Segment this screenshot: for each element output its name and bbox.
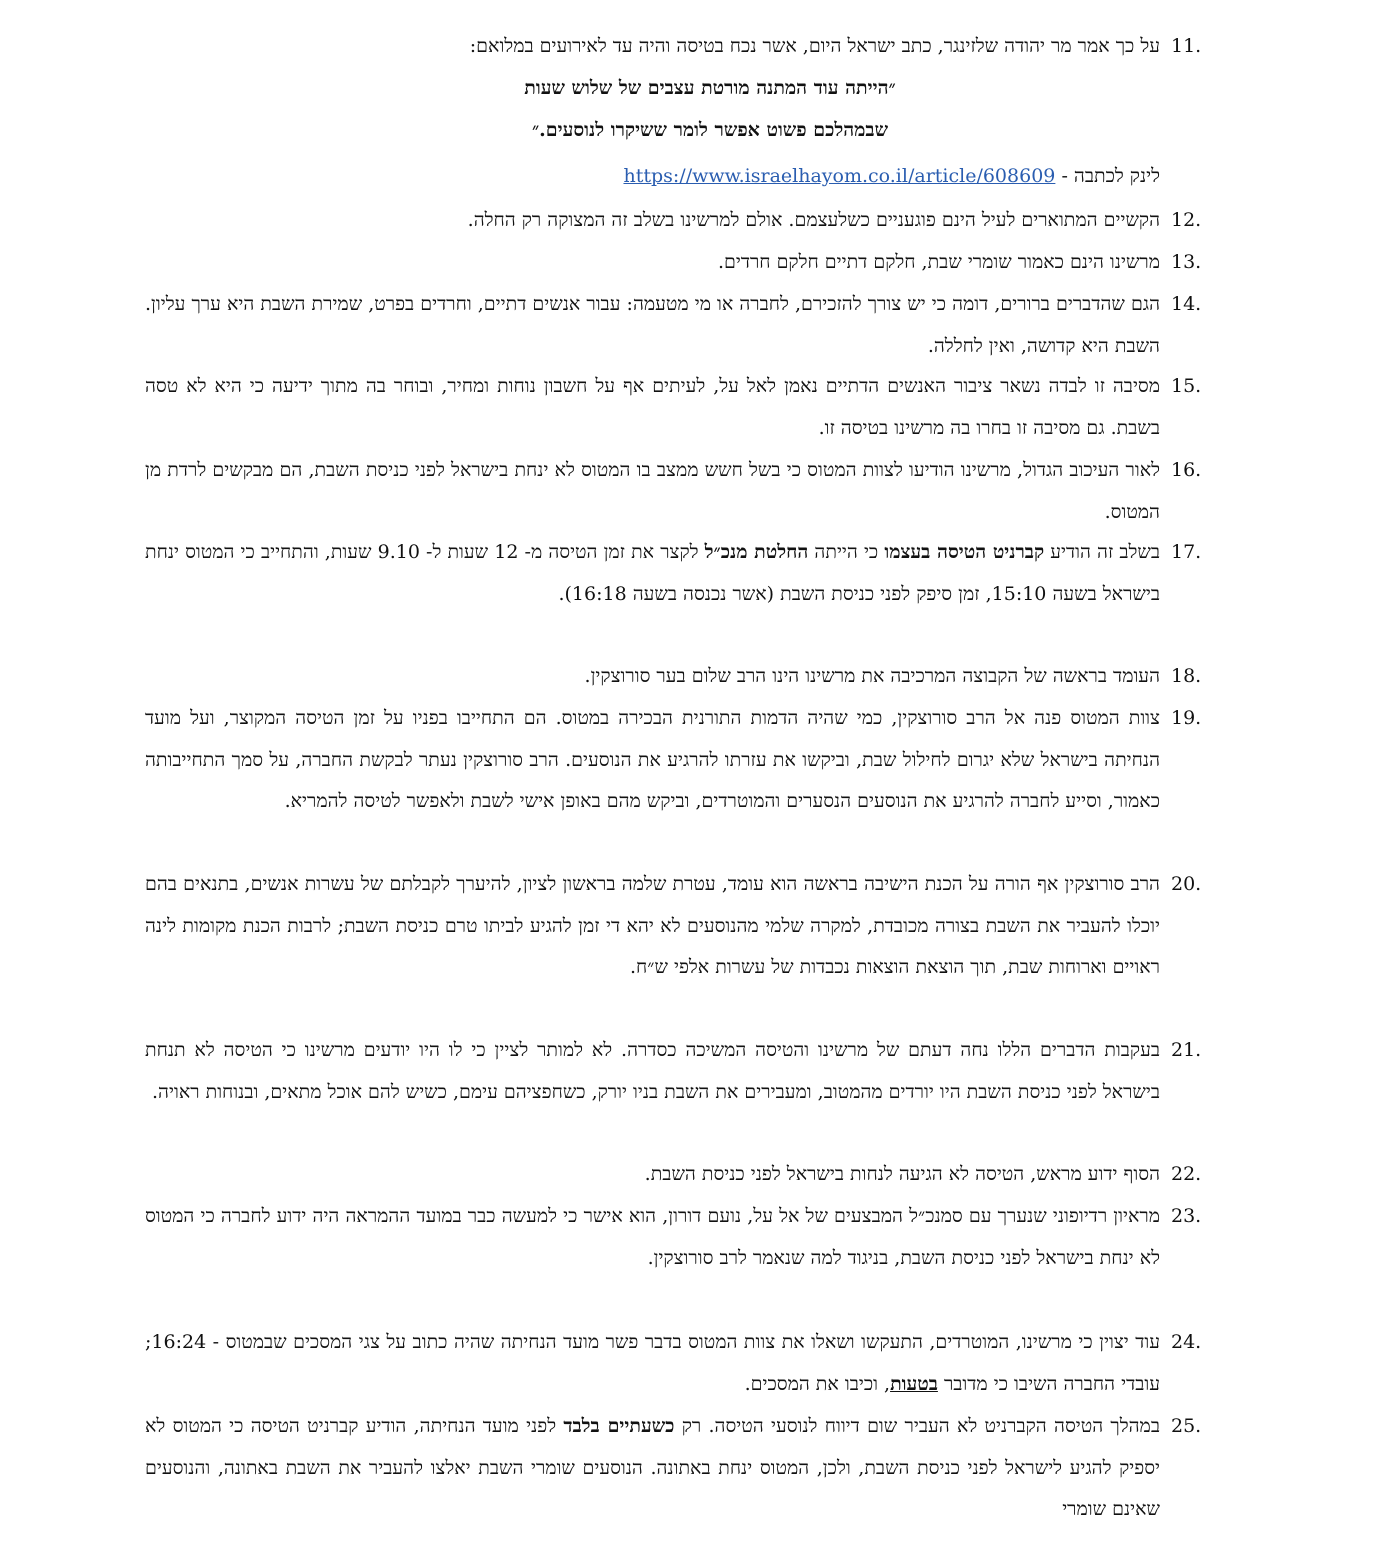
paragraph-11: על כך אמר מר יהודה שלזינגר, כתב ישראל היום, אשר נכח בטיסה והיה עד לאירועים במלואם: [469, 35, 1160, 57]
paragraph-number: 11. [1171, 35, 1202, 57]
paragraph-12: הקשיים המתוארים לעיל הינם פוגעניים כשלעצמם. אולם למרשינו בשלב זה המצוקה רק החלה. [467, 209, 1160, 231]
emphasis-mistake: בטעות [890, 1372, 938, 1395]
quote-line-1: ״הייתה עוד המתנה מורטת עצבים של שלוש שעות [524, 77, 896, 99]
paragraph-number: 21. [1171, 1039, 1202, 1061]
emphasis-two-hours: כשעתיים בלבד [563, 1415, 675, 1437]
text-run: בשלב זה הודיע [1044, 541, 1161, 563]
paragraph-20: הרב סורוצקין אף הורה על הכנת הישיבה בראשה הוא עומד, עטרת שלמה בראשון לציון, להיערך לקבלתם של עשרות אנשים, בתנאים בהם יוכלו להעביר את השבת בצורה מכובדת, למקרה שלמי מהנוסעים לא יהא די זמן להגיע לביתו טרם כניסת השבת; לרבות הכנת מקומות לינה ראויים וארוחות שבת, תוך הוצאת הוצאות נכבדות של עשרות אלפי ש״ח. [145, 873, 1160, 979]
paragraph-19: צוות המטוס פנה אל הרב סורוצקין, כמי שהיה הדמות התורנית הבכירה במטוס. הם התחייבו בפניו על זמן הטיסה המקוצר, ועל מועד הנחיתה בישראל שלא יגרום לחילול שבת, וביקשו את עזרתו להרגיע את הנוסעים. הרב סורוצקין נעתר לבקשת החברה, על סמך התחייבותה כאמור, וסייע לחברה להרגיע את הנוסעים הנסערים והמוטרדים, וביקש מהם באופן אישי לשבת ולאפשר לטיסה להמריא. [145, 707, 1160, 813]
paragraph-number: 22. [1171, 1163, 1202, 1185]
paragraph-number: 20. [1171, 873, 1202, 895]
paragraph-25 [145, 1406, 1160, 1531]
paragraph-number: 16. [1171, 459, 1202, 481]
article-link-label: לינק לכתבה - [1061, 165, 1160, 187]
paragraph-15: מסיבה זו לבדה נשאר ציבור האנשים הדתיים נאמן לאל על, לעיתים אף על חשבון נוחות ומחיר, ובוחר בה מתוך ידיעה כי היא לא טסה בשבת. גם מסיבה זו בחרו בה מרשינו בטיסה זו. [145, 375, 1160, 439]
paragraph-number: 25. [1171, 1415, 1202, 1437]
quote-line-2: שבמהלכם פשוט אפשר לומר ששיקרו לנוסעים.״ [531, 119, 889, 141]
paragraph-number: 12. [1171, 209, 1202, 231]
paragraph-13: מרשינו הינם כאמור שומרי שבת, חלקם דתיים חלקם חרדים. [717, 251, 1160, 273]
text-run: עוד יצוין כי מרשינו, המוטרדים, התעקשו ושאלו את צוות המטוס בדבר פשר מועד הנחיתה שהיה כתוב על צגי המסכים שבמטוס - 16:24; עובדי החברה השיבו כי מדובר [145, 1331, 1160, 1395]
text-run: לקצר את זמן הטיסה מ- 12 שעות ל- 9.10 שעות, והתחייב כי המטוס ינחת בישראל בשעה 15:10, זמן סיפק לפני כניסת השבת (אשר נכנסה בשעה 16:18). [145, 541, 1160, 605]
paragraph-16: לאור העיכוב הגדול, מרשינו הודיעו לצוות המטוס כי בשל חשש ממצב בו המטוס לא ינחת בישראל לפני כניסת השבת, הם מבקשים לרדת מן המטוס. [145, 459, 1160, 523]
paragraph-21: בעקבות הדברים הללו נחה דעתם של מרשינו והטיסה המשיכה כסדרה. לא למותר לציין כי לו היו יודעים מרשינו כי הטיסה לא תנחת בישראל לפני כניסת השבת היו יורדים מהמטוב, ומעבירים את השבת בניו יורק, כשחפציהם עימם, כשיש להם אוכל מתאים, ובנוחות ראויה. [145, 1039, 1160, 1103]
article-link[interactable]: https://www.israelhayom.co.il/article/608609 [623, 165, 1056, 187]
paragraph-24 [145, 1322, 1160, 1405]
text-run: , וכיבו את המסכים. [744, 1372, 891, 1395]
paragraph-22: הסוף ידוע מראש, הטיסה לא הגיעה לנחות בישראל לפני כניסת השבת. [644, 1163, 1160, 1185]
paragraph-number: 23. [1171, 1205, 1202, 1227]
emphasis-ceo-decision: החלטת מנכ״ל [704, 541, 809, 563]
text-run: במהלך הטיסה הקברניט לא העביר שום דיווח לנוסעי הטיסה. רק [674, 1415, 1160, 1437]
paragraph-18: העומד בראשה של הקבוצה המרכיבה את מרשינו הינו הרב שלום בער סורוצקין. [584, 665, 1160, 687]
emphasis-captain: קברניט הטיסה בעצמו [884, 541, 1045, 563]
paragraph-number: 24. [1171, 1331, 1202, 1353]
paragraph-number: 19. [1171, 707, 1202, 729]
paragraph-17 [145, 532, 1160, 615]
paragraph-23: מראיון רדיופוני שנערך עם סמנכ״ל המבצעים של אל על, נועם דורון, הוא אישר כי למעשה כבר במועד ההמראה היה ידוע לחברה כי המטוס לא ינחת בישראל לפני כניסת השבת, בניגוד למה שנאמר לרב סורוצקין. [145, 1205, 1160, 1269]
article-link-row [145, 156, 1160, 198]
paragraph-number: 14. [1171, 293, 1202, 315]
paragraph-number: 15. [1171, 375, 1202, 397]
paragraph-number: 17. [1171, 541, 1202, 563]
text-run: כי הייתה [808, 541, 885, 563]
paragraph-number: 13. [1171, 251, 1202, 273]
paragraph-number: 18. [1171, 665, 1202, 687]
text-run: לפני מועד הנחיתה, הודיע קברניט הטיסה כי המטוס לא יספיק להגיע לישראל לפני כניסת השבת, ולכן, המטוס ינחת באתונה. הנוסעים שומרי השבת יאלצו להעביר את השבת באתונה, והנוסעים שאינם שומרי [145, 1415, 1160, 1521]
paragraph-14: הגם שהדברים ברורים, דומה כי יש צורך להזכירם, לחברה או מי מטעמה: עבור אנשים דתיים, וחרדים בפרט, שמירת השבת היא ערך עליון. השבת היא קדושה, ואין לחללה. [145, 293, 1160, 357]
